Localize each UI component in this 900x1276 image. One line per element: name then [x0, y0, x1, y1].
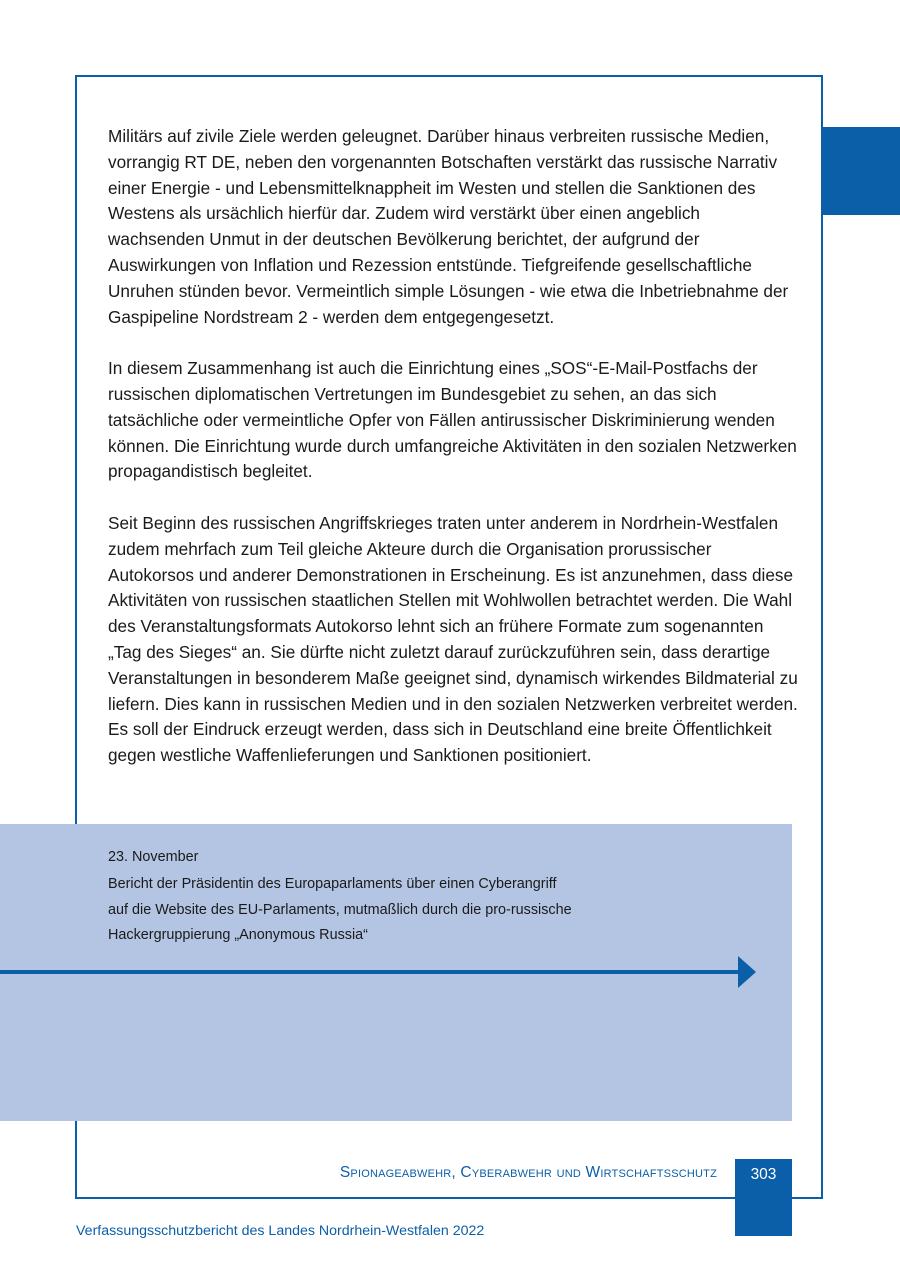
chapter-title: Spionageabwehr, Cyberabwehr und Wirtschaftsschutz — [339, 1164, 717, 1181]
chapter-side-tab — [823, 127, 900, 215]
timeline-arrow-head-icon — [738, 956, 756, 988]
body-paragraph-3: Seit Beginn des russischen Angriffskrieges traten unter anderem in Nordrhein-Westfalen zudem mehrfach zum Teil gleiche Akteure durch die Organisation prorussischer Autokorsos und anderer Demonstrationen in Erscheinung. Es ist anzunehmen, dass diese Aktivitäten von russischen staatlichen Stellen mit Wohlwollen betrachtet werden. Die Wahl des Veranstaltungsformats Autokorso lehnt sich an frühere Formate zum sogenannten „Tag des Sieges“ an. Sie dürfte nicht zuletzt darauf zurückzuführen sein, dass derartige Veranstaltungen in besonderem Maße geeignet sind, dynamisch wirkendes Bildmaterial zu liefern. Dies kann in russischen Medien und in den sozialen Netzwerken verbreitet werden. Es soll der Eindruck erzeugt werden, dass sich in Deutschland eine breite Öffentlichkeit gegen westliche Waffenlieferungen und Sanktionen positioniert. — [108, 512, 798, 766]
timeline-arrow-line — [0, 970, 740, 974]
page-number: 303 — [750, 1166, 777, 1183]
body-paragraph-2: In diesem Zusammenhang ist auch die Einrichtung eines „SOS“-E-Mail-Postfachs der russischen diplomatischen Vertretungen im Bundesgebiet zu sehen, an das sich tatsächliche oder vermeintliche Opfer von Fällen antirussischer Diskriminierung wenden können. Die Einrichtung wurde durch umfangreiche Aktivitäten in den sozialen Netzwerken propagandistisch begleitet. — [108, 358, 797, 482]
body-paragraph-1: Militärs auf zivile Ziele werden geleugnet. Darüber hinaus verbreiten russische Medien, vorrangig RT DE, neben den vorgenannten Botschaften verstärkt das russische Narrativ einer Energie - und Lebensmittelknappheit im Westen und stellen die Sanktionen des Westens als ursächlich hierfür dar. Zudem wird verstärkt über einen angeblich wachsenden Unmut in der deutschen Bevölkerung berichtet, der aufgrund der Auswirkungen von Inflation und Rezession entstünde. Tiefgreifende gesellschaftliche Unruhen stünden bevor. Vermeintlich simple Lösungen - wie etwa die Inbetriebnahme der Gaspipeline Nordstream 2 - werden dem entgegengesetzt. — [108, 126, 789, 327]
publication-footer: Verfassungsschutzbericht des Landes Nordrhein-Westfalen 2022 — [76, 1223, 485, 1239]
timeline-date: 23. November — [108, 849, 199, 865]
body-text — [108, 124, 798, 795]
page-number-box — [735, 1159, 792, 1236]
timeline-entry-text: Bericht der Präsidentin des Europaparlaments über einen Cyberangriff auf die Website des EU-Parlaments, mutmaßlich durch die pro-russische Hackergruppierung „Anonymous Russia“ — [108, 876, 572, 944]
